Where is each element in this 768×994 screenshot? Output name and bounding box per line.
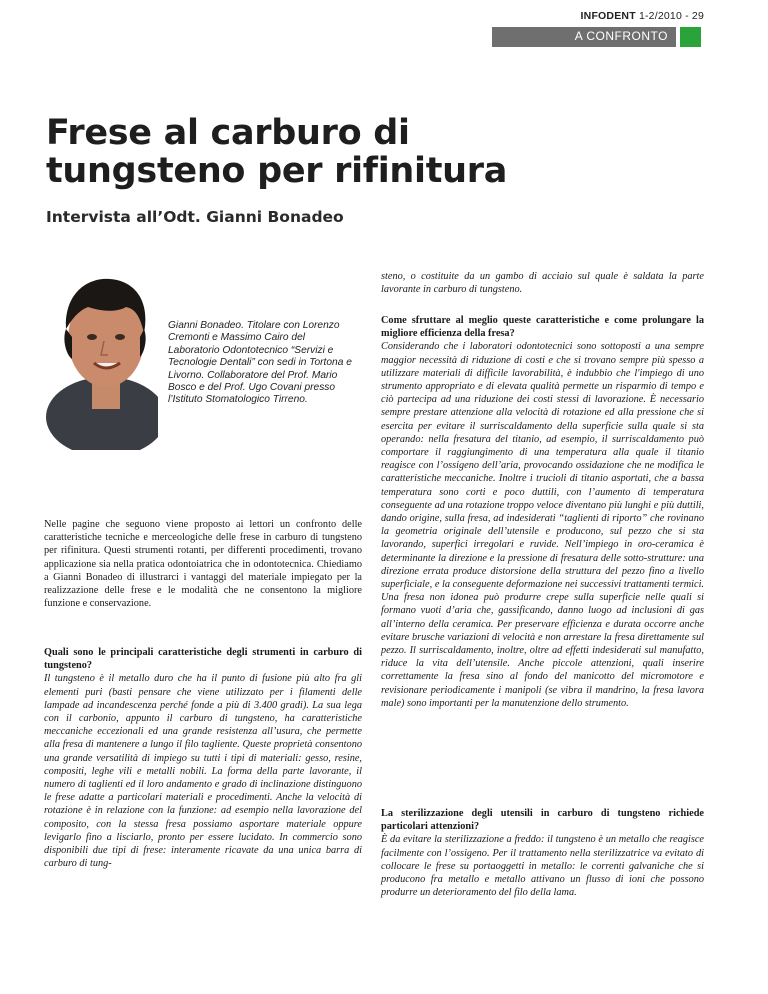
question-1: Quali sono le principali caratteristiche degli strumenti in carburo di tungsteno? xyxy=(44,647,362,672)
journal-header xyxy=(581,10,704,22)
photo-caption: Gianni Bonadeo. Titolare con Lorenzo Cremonti e Massimo Cairo del Laboratorio Odontotecnico “Servizi e Tecnologie Dentali” con sedi in Tortona e Livorno. Collaboratore del Prof. Mario Bosco e del Prof. Ugo Covani presso l’Istituto Stomatologico Tirreno. xyxy=(168,320,352,406)
answer-2: Considerando che i laboratori odontotecnici sono sottoposti a una sempre maggior necessità di riduzione di costi e che si trovano sempre più spesso a utilizzare materiali di difficile lavorabilità, è indubbio che l'impiego di uno strumento appropriato e di elevata qualità permette un risparmio di tempo e ciò partecipa ad una riduzione dei costi stessi di lavorazione. È necessario sempre prestare attenzione alla velocità di rotazione ed alla pressione che si esercita per evitare il surriscaldamento della superficie sulla quale si sta operando: nella fresatura del titanio, ad esempio, il surriscaldamento può comportare il raggiungimento di una temperatura alla quale il titanio reagisce con l’ossigeno dell’aria, provocando ossidazione che ne modifica le caratteristiche meccaniche. Inoltre i trucioli di titanio asportati, che a bassa temperatura sono corti e poco duttili, con l’aumento di temperatura conseguente ad una rotazione troppo veloce diventano più lunghi e più duttili, dando origine, sulla fresa, ad indesiderati “taglienti di riporto” che rovinano la geometria originale dell’utensile e producono, sul pezzo che si sta lavorando, superfici irregolari e ruvide. Nell’impiego in oro-ceramica è determinante la direzione e la pressione di fresatura delle sotto-strutture: una direzione errata produce distorsione della struttura del pezzo fino a livello superficiale, e la conseguente deformazione nei successivi trattamenti termici. Una fresa non idonea può produrre crepe sulla superficie nelle quali si formano vuoti d’aria che, gassificando, danno luogo ad inclusioni di gas all’interno della ceramica. Per preservare efficienza e durata occorre anche evitare brusche variazioni di velocità e non arrestare la fresa direttamente sul pezzo. Il surriscaldamento, inoltre, oltre ad effetti indesiderati sul manufatto, riduce la vita dell’utensile. Anche piccole attenzioni, quali inserire correttamente la fresa sino al fondo del manicotto del micromotore e revisionare periodicamente i manipoli (se vibra il mandrino, la fresa lavora male) sono importanti per la manutenzione dello strumento. xyxy=(381,341,704,709)
author-photo xyxy=(44,267,158,450)
answer-3: È da evitare la sterilizzazione a freddo: il tungsteno è un metallo che reagisce facilmente con l’ossigeno. Per il trattamento nella sterilizzatrice va evitato di collocare le frese su portaoggetti in metallo: le correnti galvaniche che si producono fra metallo e metallo attivano un flusso di ioni che possono produrre un deterioramento del filo della lama. xyxy=(381,834,704,899)
issue-number: 1-2/2010 - 29 xyxy=(638,10,704,22)
section-label: A CONFRONTO xyxy=(574,29,668,43)
question-3: La sterilizzazione degli utensili in carburo di tungsteno richiede particolari attenzioni? xyxy=(381,808,704,833)
article-subtitle: Intervista all’Odt. Gianni Bonadeo xyxy=(46,208,344,226)
article-title: Frese al carburo di tungsteno per rifinitura xyxy=(46,113,508,191)
qa-block-3 xyxy=(381,807,704,899)
intro-paragraph: Nelle pagine che seguono viene proposto ai lettori un confronto delle caratteristiche tecniche e merceologiche delle frese in carburo di tungsteno per rifinitura. Questi strumenti rotanti, per differenti procedimenti, trovano applicazione sia nella pratica odontoiatrica che in odontotecnica. Chiediamo a Gianni Bonadeo di illustrarci i vantaggi del materiale impiegato per la realizzazione delle frese e le modalità che ne consentono la migliore funzione e conservazione. xyxy=(44,519,362,610)
qa-block-1 xyxy=(44,646,362,870)
qa-block-2 xyxy=(381,314,704,710)
answer-1-continued: steno, o costituite da un gambo di acciaio sul quale è saldata la parte lavorante in carburo di tungsteno. xyxy=(381,271,704,296)
section-accent-square xyxy=(680,27,701,47)
journal-name: INFODENT xyxy=(580,10,636,22)
section-bar xyxy=(492,27,676,47)
answer-1: Il tungsteno è il metallo duro che ha il punto di fusione più alto fra gli elementi puri (basti pensare che viene utilizzato per i filamenti delle lampade ad incandescenza perché fonde a più di 3.400 gradi). La sua lega con il carbonio, appunto il carburo di tungsteno, ha caratteristiche meccaniche eccezionali ed una grande resistenza all’usura, che permette alla fresa di mantenere a lungo il filo tagliente. Queste proprietà consentono una grande versatilità di impiego su tutti i tipi di materiali: gesso, resine, compositi, leghe vili e metalli nobili. La forma della parte lavorante, il numero di taglienti ed il loro andamento e grado di inclinazione distinguono le frese adatte a particolari materiali e procedimenti. Anche la velocità di rotazione è in relazione con la funzione: ad esempio nella lavorazione del composito, con la stessa fresa possiamo asportare materiale oppure levigarlo fino a lisciarlo, pronto per essere lucidato. In commercio sono disponibili due tipi di frese: interamente ricavate da una unica barra di carburo di tung- xyxy=(44,673,362,870)
question-2: Come sfruttare al meglio queste caratteristiche e come prolungare la migliore efficienza della fresa? xyxy=(381,315,704,340)
